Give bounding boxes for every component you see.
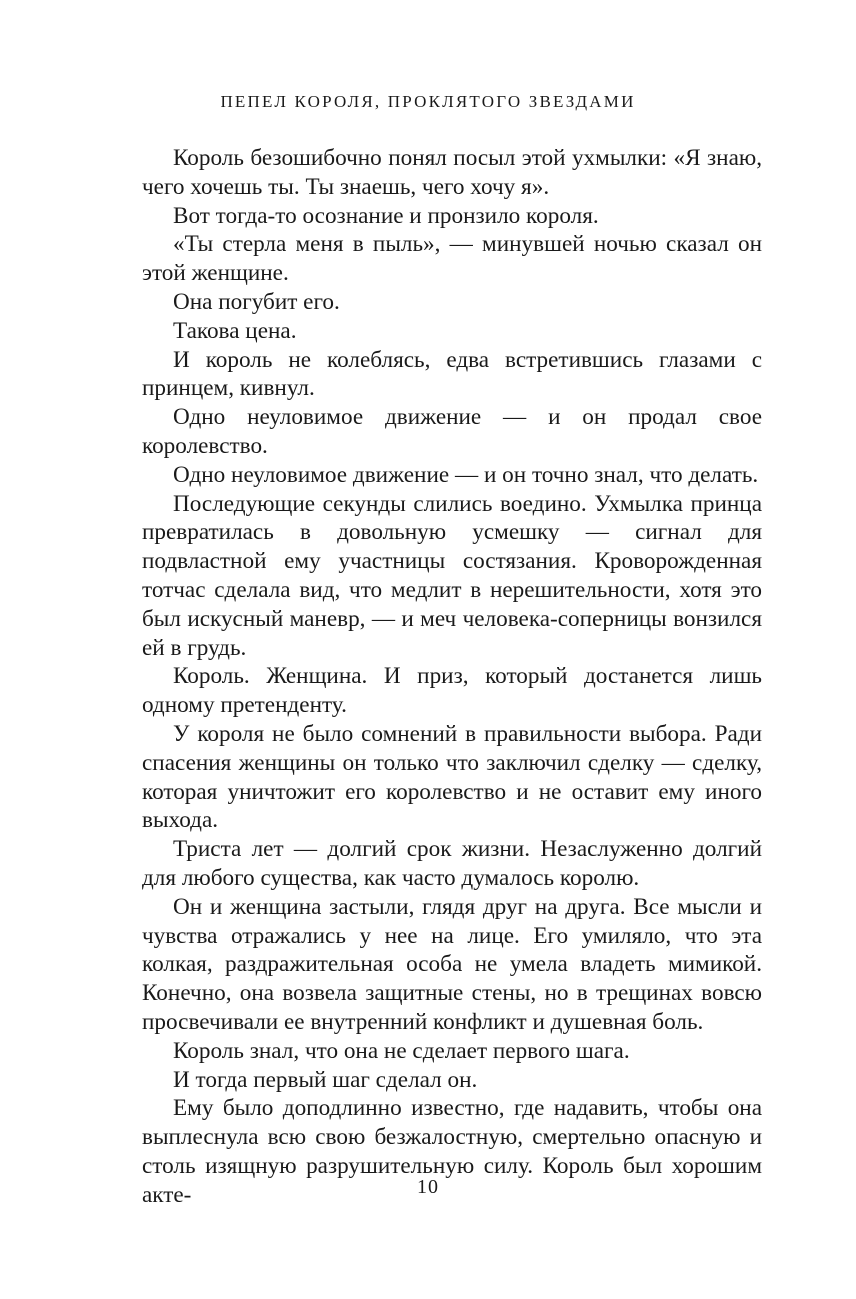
paragraph: Одно неуловимое движение — и он продал свое королевство. xyxy=(142,404,762,459)
page-number: 10 xyxy=(417,1176,439,1198)
paragraph: Такова цена. xyxy=(173,317,297,344)
paragraph: Король. Женщина. И приз, который достанется лишь одному претенденту. xyxy=(142,663,762,719)
paragraph: Триста лет — долгий срок жизни. Незаслуженно долгий для любого существа, как часто думалось королю. xyxy=(142,836,762,891)
paragraph: И король не колеблясь, едва встретившись глазами с принцем, кивнул. xyxy=(142,346,762,402)
paragraph: У короля не было сомнений в правильности выбора. Ради спасения женщины он только что заключил сделку — сделку, которая уничтожит его королевство и не оставит ему иного выхода. xyxy=(142,720,762,834)
paragraph: Вот тогда-то осознание и пронзило короля. xyxy=(173,202,599,229)
paragraph: И тогда первый шаг сделал он. xyxy=(173,1066,478,1093)
paragraph: Король безошибочно понял посыл этой ухмылки: «Я знаю, чего хочешь ты. Ты знаешь, чего хочу я». xyxy=(142,145,762,200)
paragraph: Он и женщина застыли, глядя друг на друга. Все мысли и чувства отражались у нее на лице. Его умиляло, что эта колкая, раздражительная особа не умела владеть мимикой. Конечно, она возвела защитные стены, но в трещинах вовсю просвечивали ее внутренний конфликт и душевная боль. xyxy=(142,893,762,1035)
paragraph: Одно неуловимое движение — и он точно знал, что делать. xyxy=(173,461,759,488)
paragraph: «Ты стерла меня в пыль», — минувшей ночью сказал он этой женщине. xyxy=(142,231,762,287)
body-text xyxy=(142,144,762,1209)
paragraph: Ему было доподлинно известно, где надавить, чтобы она выплеснула всю свою безжалостную, смертельно опасную и столь изящную разрушительную силу. Король был хорошим акте- xyxy=(142,1095,762,1208)
paragraph: Она погубит его. xyxy=(173,288,340,315)
paragraph: Король знал, что она не сделает первого шага. xyxy=(173,1037,630,1064)
paragraph: Последующие секунды слились воедино. Ухмылка принца превратилась в довольную усмешку — сигнал для подвластной ему участницы состязания. Кроворожденная тотчас сделала вид, что медлит в нерешительности, хотя это был искусный маневр, — и меч человека-соперницы вонзился ей в грудь. xyxy=(142,490,762,661)
running-head: ПЕПЕЛ КОРОЛЯ, ПРОКЛЯТОГО ЗВЕЗДАМИ xyxy=(220,92,636,111)
